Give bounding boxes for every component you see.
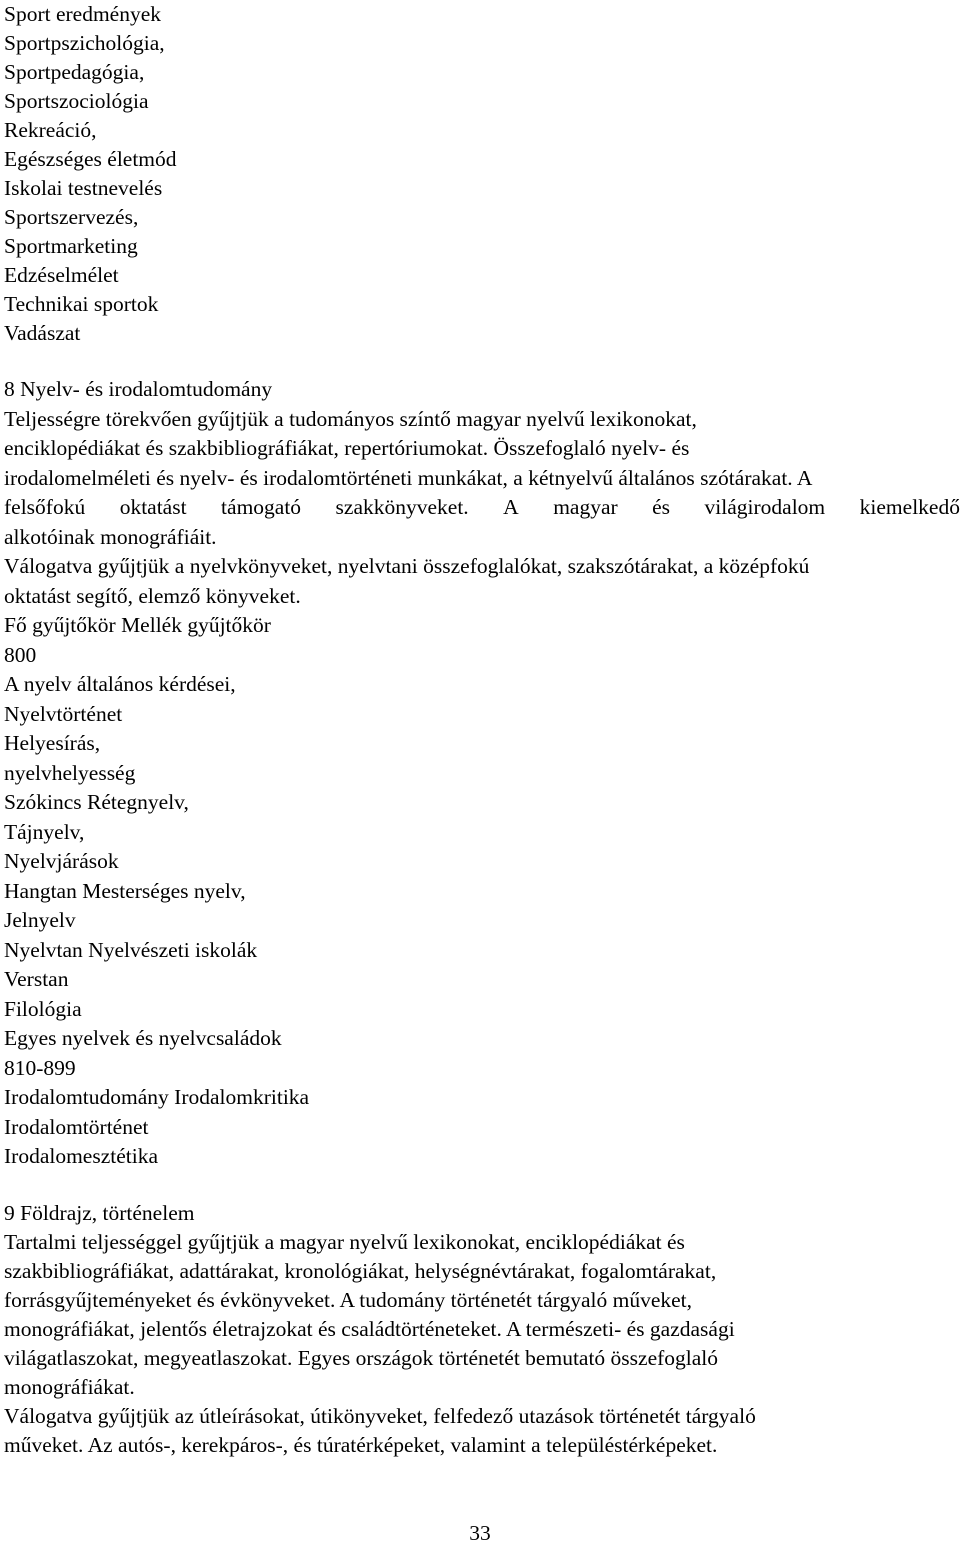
paragraph-line: monográfiákat, jelentős életrajzokat és családtörténeteket. A természeti- és gazdasági (4, 1316, 735, 1341)
list-item: Sport eredmények (4, 2, 162, 26)
paragraph-line: Válogatva gyűjtjük a nyelvkönyveket, nyelvtani összefoglalókat, szakszótárakat, a középfokú (4, 554, 810, 578)
section-spacer (4, 348, 960, 375)
sport-list (4, 0, 960, 348)
list-item: 800 (4, 642, 37, 667)
word: kiemelkedő (859, 495, 960, 519)
section-paragraph (4, 1228, 960, 1460)
list-item: Verstan (4, 967, 69, 991)
word: felsőfokú (4, 495, 86, 519)
list-item: Vadászat (4, 321, 81, 345)
page-number: 33 (469, 1521, 491, 1545)
list-item: A nyelv általános kérdései, (4, 672, 236, 696)
paragraph-line: irodalomelméleti és nyelv- és irodalomtörténeti munkákat, a kétnyelvű általános szótárakat. A (4, 465, 813, 490)
word: magyar (553, 495, 618, 519)
word: és (652, 495, 671, 519)
list-item: Edzéselmélet (4, 263, 119, 287)
paragraph-line: Teljességre törekvően gyűjtjük a tudományos színtő magyar nyelvű lexikonokat, (4, 406, 697, 431)
list-item: Irodalomtörténet (4, 1114, 149, 1139)
paragraph-line: Tartalmi teljességgel gyűjtjük a magyar nyelvű lexikonokat, enciklopédiákat és (4, 1229, 685, 1254)
paragraph-line: műveket. Az autós-, kerekpáros-, és túratérképeket, valamint a településtérképeket. (4, 1432, 718, 1457)
list-item: 810-899 (4, 1055, 76, 1080)
list-item: Tájnyelv, (4, 819, 85, 844)
section-spacer (4, 1172, 960, 1199)
list-item: Hangtan Mesterséges nyelv, (4, 878, 246, 903)
list-item: Nyelvtörténet (4, 701, 123, 726)
paragraph-line: monográfiákat. (4, 1374, 135, 1399)
list-item: Sportszervezés, (4, 205, 139, 229)
list-item: Irodalomesztétika (4, 1144, 159, 1168)
list-item: Rekreáció, (4, 118, 97, 142)
section-heading: 8 Nyelv- és irodalomtudomány (4, 377, 273, 401)
list-item: Sportszociológia (4, 89, 149, 113)
collection-list (4, 611, 960, 1172)
list-item: nyelvhelyesség (4, 760, 136, 785)
paragraph-line: Válogatva gyűjtjük az útleírásokat, útikönyveket, felfedező utazások történetét tárgyaló (4, 1403, 756, 1428)
section-9 (4, 1199, 960, 1460)
list-item: Jelnyelv (4, 908, 76, 932)
list-item: Egészséges életmód (4, 147, 177, 171)
list-item: Sportmarketing (4, 234, 138, 258)
list-item: Irodalomtudomány Irodalomkritika (4, 1085, 310, 1109)
paragraph-line: forrásgyűjteményeket és évkönyveket. A tudomány történetét tárgyaló műveket, (4, 1287, 692, 1312)
list-item: Iskolai testnevelés (4, 176, 163, 200)
list-item: Filológia (4, 996, 82, 1021)
list-item: Egyes nyelvek és nyelvcsaládok (4, 1026, 282, 1050)
word: támogató (221, 495, 302, 519)
list-item: Sportpedagógia, (4, 60, 145, 84)
list-item: Fő gyűjtőkör Mellék gyűjtőkör (4, 613, 271, 637)
list-item: Sportpszichológia, (4, 31, 165, 55)
paragraph-line: szakbibliográfiákat, adattárakat, kronológiákat, helységnévtárakat, fogalomtárakat, (4, 1258, 717, 1283)
list-item: Nyelvjárások (4, 849, 119, 873)
paragraph-line (4, 493, 960, 523)
word: szakkönyveket. (335, 495, 469, 519)
paragraph-line: alkotóinak monográfiáit. (4, 524, 217, 549)
list-item: Szókincs Rétegnyelv, (4, 790, 189, 814)
word: oktatást (119, 495, 187, 519)
document-page (4, 0, 960, 1460)
paragraph-line: enciklopédiákat és szakbibliográfiákat, repertóriumokat. Összefoglaló nyelv- és (4, 436, 690, 460)
paragraph-line: világatlaszokat, megyeatlaszokat. Egyes országok történetét bemutató összefoglaló (4, 1345, 719, 1370)
section-heading: 9 Földrajz, történelem (4, 1200, 195, 1225)
section-8 (4, 375, 960, 1172)
section-paragraph (4, 405, 960, 612)
word: A (503, 495, 519, 519)
list-item: Technikai sportok (4, 292, 159, 316)
paragraph-line: oktatást segítő, elemző könyveket. (4, 583, 301, 608)
word: világirodalom (704, 495, 826, 519)
list-item: Nyelvtan Nyelvészeti iskolák (4, 937, 258, 962)
list-item: Helyesírás, (4, 731, 101, 755)
